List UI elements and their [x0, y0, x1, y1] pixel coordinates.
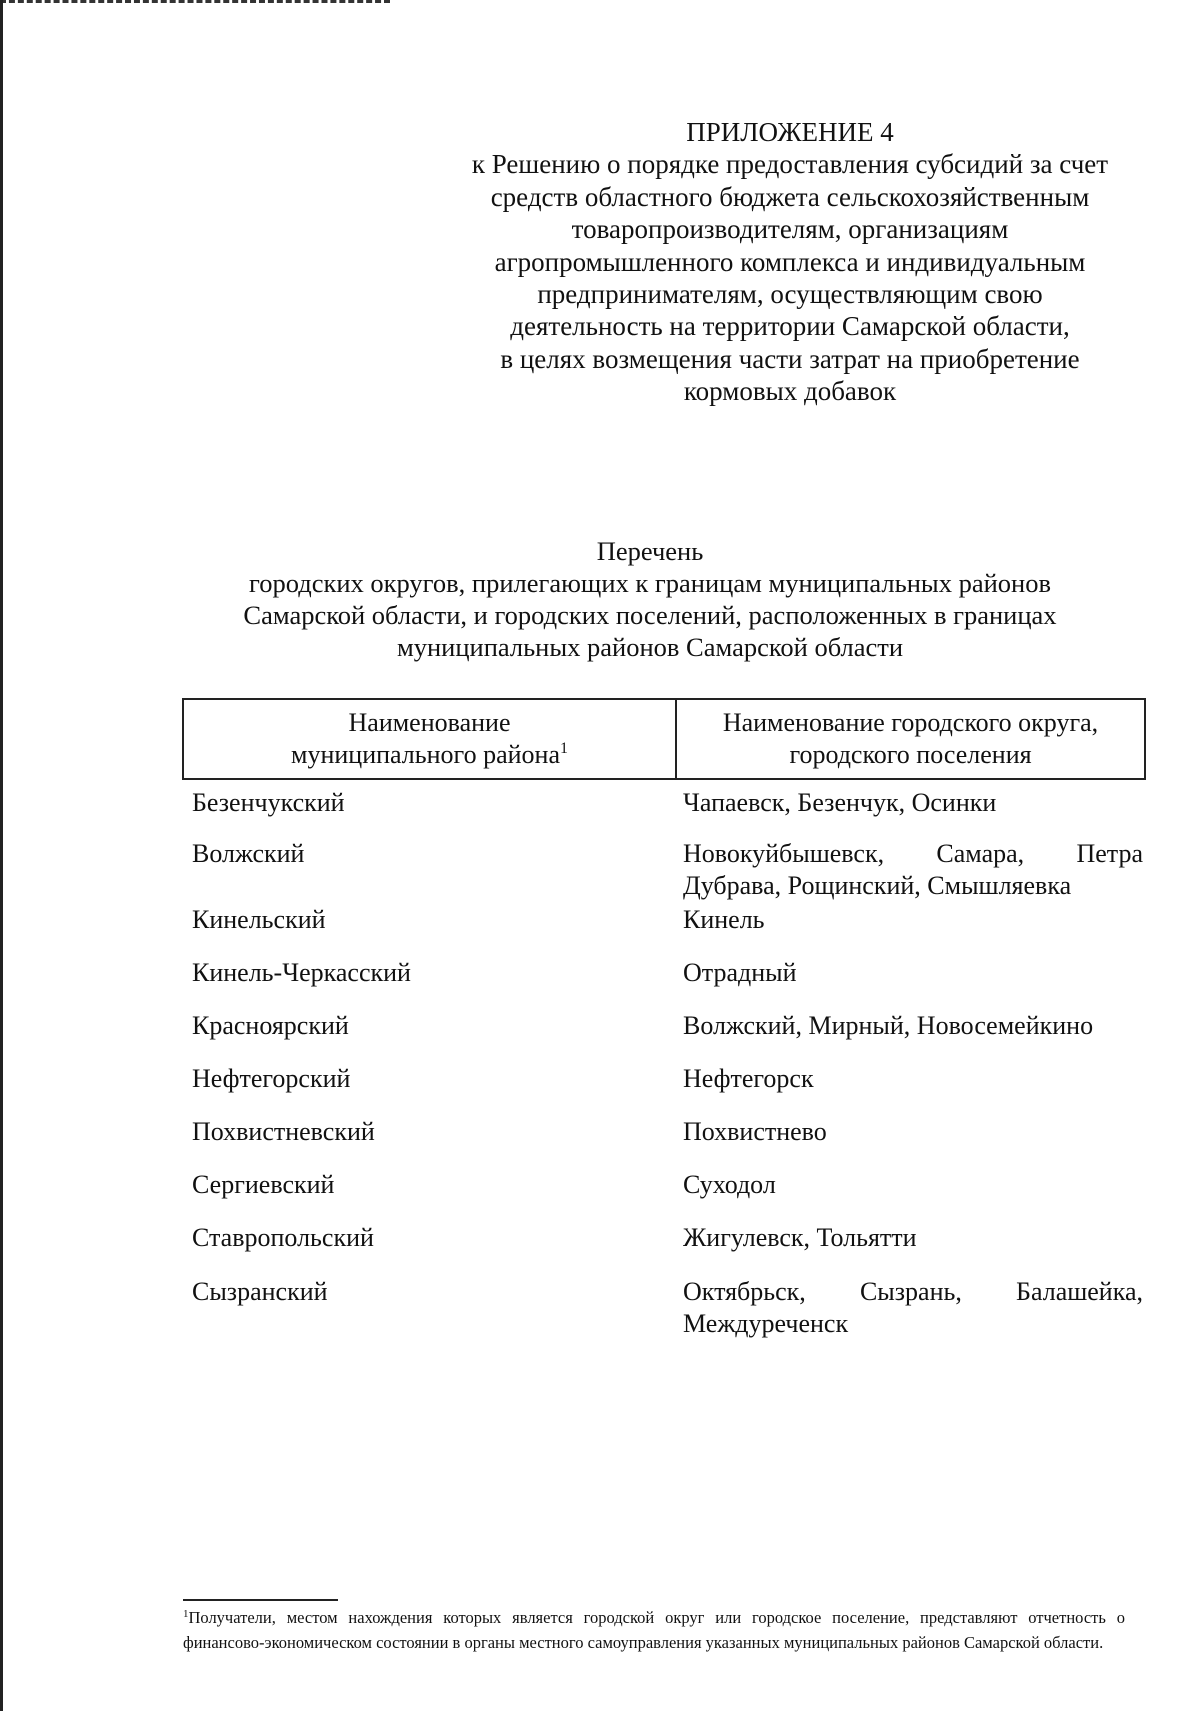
town-names: Кинель — [683, 905, 765, 934]
district-name: Волжский — [192, 839, 305, 868]
list-heading-line: Самарской области, и городских поселений, расположенных в границах — [243, 600, 1057, 630]
annex-title: ПРИЛОЖЕНИЕ 4 — [686, 117, 894, 147]
town-names: Новокуйбышевск, Самара, Петра Дубрава, Рощинский, Смышляевка — [683, 839, 1143, 900]
footnote-ref: 1 — [559, 740, 568, 757]
list-heading-title: Перечень — [596, 536, 704, 566]
annex-line: кормовых добавок — [683, 376, 897, 407]
district-name: Кинельский — [192, 905, 326, 934]
town-names: Суходол — [683, 1170, 776, 1199]
town-names: Чапаевск, Безенчук, Осинки — [683, 788, 997, 817]
footnote-marker: 1 — [183, 1608, 189, 1620]
header-cell-towns — [677, 700, 1144, 778]
town-names: Волжский, Мирный, Новосемейкино — [683, 1011, 1094, 1040]
header-towns-line2: городского поселения — [789, 740, 1032, 769]
district-name: Красноярский — [192, 1011, 349, 1040]
header-district-line2: муниципального района — [291, 740, 560, 769]
district-name: Кинель-Черкасский — [192, 958, 411, 987]
district-name: Безенчукский — [192, 788, 345, 817]
footnote — [183, 1606, 1125, 1655]
header-towns-line1: Наименование городского округа, — [722, 708, 1099, 737]
footnote-separator — [183, 1599, 338, 1601]
list-heading-line: муниципальных районов Самарской области — [396, 632, 904, 662]
district-name: Сызранский — [192, 1277, 328, 1306]
town-names: Октябрьск, Сызрань, Балашейка, Междуреченск — [683, 1277, 1143, 1338]
town-names: Отрадный — [683, 958, 797, 987]
district-name: Похвистневский — [192, 1117, 375, 1146]
town-names: Похвистнево — [683, 1117, 827, 1146]
annex-line: средств областного бюджета сельскохозяйственным — [490, 181, 1090, 212]
scan-left-edge-line — [0, 0, 3, 1711]
footnote-text: Получатели, местом нахождения которых является городской округ или городское поселение, представляют отчетность о финансово-экономическом состоянии в органы местного самоуправления указанных муниципальных районов Самарской области. — [183, 1608, 1125, 1652]
annex-block — [440, 116, 1140, 408]
annex-line: деятельность на территории Самарской области, — [510, 311, 1070, 342]
annex-line: товаропроизводителям, организациям — [571, 214, 1009, 245]
annex-line: в целях возмещения части затрат на приобретение — [500, 343, 1080, 374]
district-name: Ставропольский — [192, 1223, 374, 1252]
town-names: Нефтегорск — [683, 1064, 814, 1093]
annex-line: к Решению о порядке предоставления субсидий за счет — [471, 149, 1109, 180]
district-name: Нефтегорский — [192, 1064, 351, 1093]
list-heading — [180, 535, 1120, 663]
scan-top-edge-dashes — [0, 0, 390, 3]
table-header — [182, 698, 1146, 780]
annex-line: предпринимателям, осуществляющим свою — [537, 279, 1043, 310]
header-cell-district — [184, 700, 677, 778]
annex-line: агропромышленного комплекса и индивидуальным — [494, 246, 1086, 277]
district-name: Сергиевский — [192, 1170, 335, 1199]
header-district-line1: Наименование — [348, 708, 511, 737]
town-names: Жигулевск, Тольятти — [683, 1223, 917, 1252]
list-heading-line: городских округов, прилегающих к границам муниципальных районов — [249, 568, 1051, 598]
